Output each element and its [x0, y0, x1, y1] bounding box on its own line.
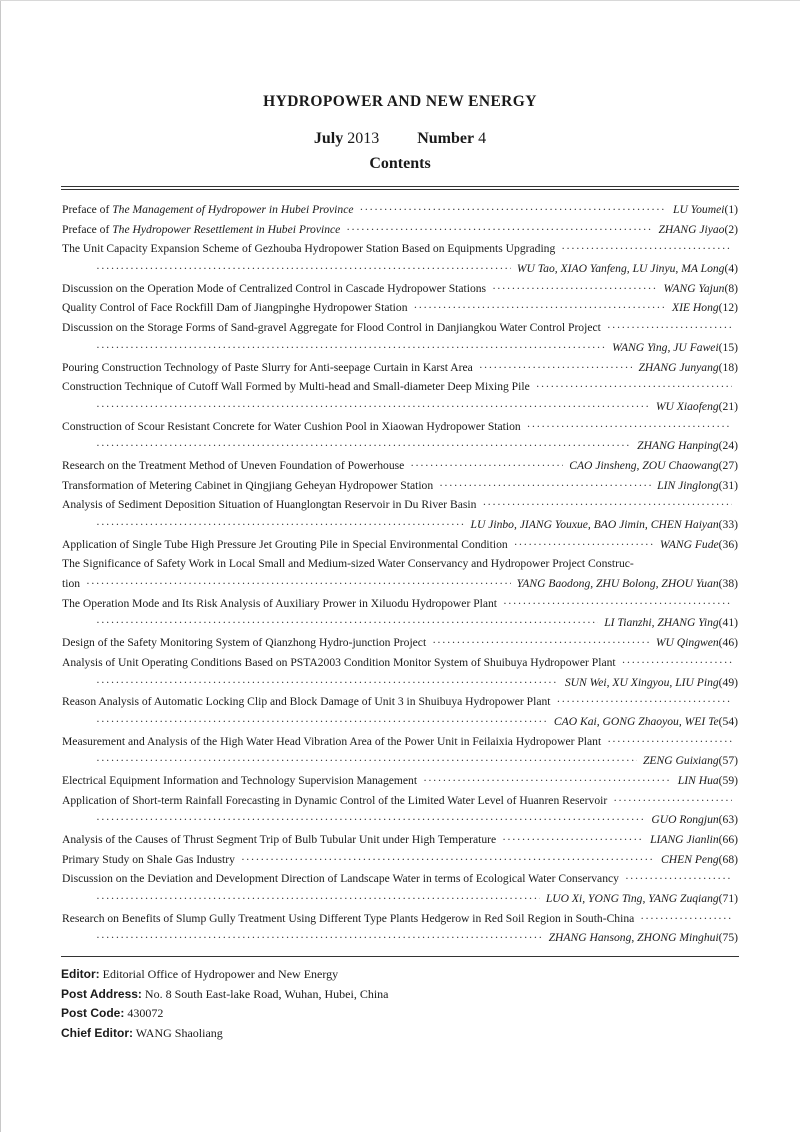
toc-entry-authors: LU Jinbo, JIANG Youxue, BAO Jimin, CHEN Haiyan: [470, 518, 719, 531]
toc-entry-line: [62, 476, 738, 496]
toc-entry-line: [62, 869, 738, 889]
toc-entry-authors: LU Youmei: [673, 203, 725, 216]
leader-dots: [439, 476, 651, 496]
toc-entry-title: Primary Study on Shale Gas Industry: [62, 852, 235, 866]
toc-entry-line: [62, 653, 738, 673]
toc-entry[interactable]: [62, 417, 738, 456]
toc-entry-authors: SUN Wei, XU Xingyou, LIU Ping: [564, 675, 719, 689]
toc-entry-line: [62, 456, 738, 476]
toc-entry-title: Discussion on the Storage Forms of Sand-gravel Aggregate for Flood Control in Danjiangkou Water Control Project: [62, 321, 601, 335]
editor-row: [61, 965, 389, 985]
toc-entry-title: Analysis of the Causes of Thrust Segment Trip of Bulb Tubular Unit under High Temperature: [62, 833, 497, 846]
toc-entry[interactable]: [62, 239, 738, 278]
toc-entry-line: [62, 397, 738, 417]
toc-entry-byline: [517, 574, 738, 594]
toc-entry-page: (54): [718, 714, 738, 728]
leader-dots: [346, 220, 652, 240]
toc-entry-title: Pouring Construction Technology of Paste Slurry for Anti-seepage Curtain in Karst Area: [62, 360, 473, 374]
contents-heading: Contents: [369, 155, 431, 172]
toc-entry-byline: [678, 771, 738, 791]
toc-entry-page: (4): [724, 262, 738, 276]
toc-entry-title: Reason Analysis of Automatic Locking Clip and Block Damage of Unit 3 in Shuibuya Hydropower Plant: [62, 695, 551, 709]
toc-entry-byline: [546, 889, 738, 909]
leader-dots: [96, 712, 548, 732]
toc-entry-page: (75): [718, 931, 738, 945]
toc-entry-authors: WANG Fude: [659, 537, 719, 551]
toc-entry-byline: [569, 456, 738, 476]
leader-dots: [96, 889, 540, 909]
toc-entry-line: [62, 850, 738, 870]
toc-entry-byline: [658, 220, 738, 240]
toc-entry-line: [62, 771, 738, 791]
post-code-row: [61, 1004, 389, 1024]
leader-dots: [423, 771, 672, 791]
toc-entry[interactable]: [62, 456, 738, 476]
toc-entry-title: Application of Single Tube High Pressure Jet Grouting Pile in Special Environmental Condition: [62, 537, 508, 551]
toc-entry-line: [62, 318, 738, 338]
toc-entry-page: (46): [718, 636, 738, 650]
toc-entry-authors: CAO Jinsheng, ZOU Chaowang: [569, 458, 719, 472]
toc-entry-authors: ZENG Guixiang: [642, 754, 719, 768]
toc-entry-page: (41): [718, 616, 738, 630]
toc-entry-line: [62, 673, 738, 693]
toc-entry-line: [62, 751, 738, 771]
toc-entry-line: [62, 810, 738, 830]
leader-dots: [96, 613, 598, 633]
toc-entry-page: (15): [718, 340, 738, 354]
leader-dots: [556, 692, 732, 712]
header-rule: [61, 186, 739, 190]
toc-entry-line: [62, 830, 738, 850]
table-of-contents: [62, 200, 738, 948]
toc-entry-line: [62, 239, 738, 259]
toc-entry-authors: ZHANG Hanping: [637, 439, 719, 453]
toc-entry[interactable]: [62, 791, 738, 830]
leader-dots: [514, 535, 654, 555]
toc-entry-line: [62, 791, 738, 811]
leader-dots: [625, 869, 732, 889]
toc-entry-byline: [643, 751, 738, 771]
toc-entry-title: Analysis of Sediment Deposition Situation of Huanglongtan Reservoir in Du River Basin: [62, 498, 477, 512]
toc-entry[interactable]: [62, 771, 738, 791]
toc-entry-byline: [549, 928, 738, 948]
toc-entry-page: (36): [718, 537, 738, 551]
toc-entry-title: Quality Control of Face Rockfill Dam of Jiangpinghe Hydropower Station: [62, 301, 408, 315]
toc-entry-line: [62, 220, 738, 240]
toc-entry[interactable]: [62, 377, 738, 416]
leader-dots: [96, 338, 606, 358]
toc-entry-byline: [672, 298, 738, 318]
toc-entry-byline: [673, 200, 738, 220]
toc-entry-line: [62, 298, 738, 318]
leader-dots: [613, 791, 732, 811]
leader-dots: [96, 397, 650, 417]
toc-entry-page: (38): [718, 577, 738, 591]
toc-entry-authors: WU Qingwen: [655, 636, 719, 650]
toc-entry-title: Measurement and Analysis of the High Water Head Vibration Area of the Power Unit in Feilaixia Hydropower Plant: [62, 734, 602, 748]
toc-entry[interactable]: [62, 298, 738, 318]
toc-entry-byline: [661, 850, 738, 870]
masthead-footer: [61, 965, 389, 1043]
toc-entry[interactable]: [62, 279, 738, 299]
issue-number-label: Number: [417, 130, 475, 147]
toc-entry[interactable]: [62, 633, 738, 653]
toc-entry[interactable]: [62, 200, 738, 220]
toc-entry-title: Design of the Safety Monitoring System of Qianzhong Hydro-junction Project: [62, 636, 427, 650]
leader-dots: [503, 594, 732, 614]
toc-entry-byline: [656, 397, 738, 417]
leader-dots: [86, 574, 511, 594]
address-value: No. 8 South East-lake Road, Wuhan, Hubei, China: [144, 986, 389, 1001]
toc-entry-page: (18): [718, 360, 738, 374]
toc-entry-authors: CHEN Peng: [661, 852, 719, 866]
toc-entry[interactable]: [62, 830, 738, 850]
toc-entry[interactable]: [62, 732, 738, 771]
toc-entry-line: [62, 495, 738, 515]
issue-month: July: [313, 130, 344, 147]
toc-entry-line: [62, 417, 738, 437]
page-top-edge: [0, 0, 800, 1]
leader-dots: [360, 200, 668, 220]
toc-entry-page: (49): [718, 675, 738, 689]
chief-editor-value: WANG Shaoliang: [135, 1025, 223, 1040]
toc-entry-page: (12): [718, 301, 738, 315]
toc-entry-line: [62, 889, 738, 909]
toc-entry-byline: [604, 613, 738, 633]
toc-entry-line: [62, 200, 738, 220]
toc-entry-title-cont: tion: [62, 577, 81, 591]
leader-dots: [482, 495, 732, 515]
toc-entry-title: Analysis of Unit Operating Conditions Based on PSTA2003 Condition Monitor System of Shuibuya Hydropower Plant: [62, 655, 616, 669]
toc-entry-line: [62, 574, 738, 594]
issue-number: 4: [478, 130, 487, 147]
toc-entry-line: [62, 554, 738, 574]
toc-entry-title: Construction of Scour Resistant Concrete for Water Cushion Pool in Xiaowan Hydropower Station: [62, 419, 521, 433]
toc-entry-line: [62, 633, 738, 653]
toc-entry-page: (27): [718, 458, 738, 472]
leader-dots: [536, 377, 732, 397]
toc-entry-page: (59): [718, 773, 738, 787]
issue-year: 2013: [347, 130, 380, 147]
toc-entry-authors: WANG Ying, JU Fawei: [612, 340, 719, 354]
leader-dots: [96, 810, 645, 830]
toc-entry[interactable]: [62, 535, 738, 555]
toc-entry-authors: XIE Hong: [671, 301, 719, 315]
toc-entry-title: [62, 200, 354, 220]
leader-dots: [607, 318, 732, 338]
toc-entry[interactable]: [62, 594, 738, 633]
toc-entry-line: [62, 712, 738, 732]
toc-entry-title-prefix: Preface of: [62, 203, 110, 216]
toc-entry-title: Construction Technique of Cutoff Wall Formed by Multi-head and Small-diameter Deep Mixing Pile: [62, 380, 530, 394]
address-row: [61, 985, 389, 1005]
chief-editor-row: [61, 1024, 389, 1044]
toc-entry-title: Transformation of Metering Cabinet in Qingjiang Geheyan Hydropower Station: [62, 478, 434, 492]
toc-entry-authors: WU Xiaofeng: [655, 399, 719, 413]
toc-entry-page: (1): [724, 203, 738, 216]
leader-dots: [561, 239, 732, 259]
toc-entry-title: The Significance of Safety Work in Local Small and Medium-sized Water Conservancy and Hydropower Project Construc-: [62, 557, 634, 571]
leader-dots: [607, 732, 732, 752]
toc-entry-page: (31): [718, 478, 738, 492]
toc-entry-byline: [554, 712, 738, 732]
toc-entry-byline: [637, 436, 738, 456]
toc-entry[interactable]: [62, 653, 738, 692]
leader-dots: [432, 633, 650, 653]
post-code-label: Post Code:: [61, 1006, 125, 1020]
toc-entry[interactable]: [62, 318, 738, 357]
footer-rule: [61, 956, 739, 957]
toc-entry-byline: [612, 338, 738, 358]
toc-entry-byline: [664, 279, 738, 299]
toc-entry-title-italic: The Hydropower Resettlement in Hubei Province: [112, 222, 341, 236]
toc-entry-page: (66): [718, 833, 738, 846]
toc-entry-authors: GUO Rongjun: [651, 813, 719, 827]
toc-entry-page: (68): [718, 852, 738, 866]
chief-editor-label: Chief Editor:: [61, 1025, 133, 1040]
toc-entry-page: (2): [724, 222, 738, 236]
toc-entry-line: [62, 909, 738, 929]
toc-entry-line: [62, 436, 738, 456]
toc-entry-line: [62, 377, 738, 397]
toc-entry-title: [62, 220, 340, 240]
toc-entry-title: Discussion on the Operation Mode of Centralized Control in Cascade Hydropower Stations: [62, 281, 487, 295]
toc-entry[interactable]: [62, 358, 738, 378]
toc-entry[interactable]: [62, 476, 738, 496]
toc-entry-authors: WU Tao, XIAO Yanfeng, LU Jinyu, MA Long: [516, 262, 725, 276]
toc-entry-authors: LIANG Jianlin: [650, 833, 719, 846]
toc-entry-title: Electrical Equipment Information and Technology Supervision Management: [62, 773, 418, 787]
leader-dots: [96, 436, 631, 456]
leader-dots: [527, 417, 732, 437]
toc-entry-authors: LIN Hua: [677, 773, 719, 787]
toc-entry-line: [62, 928, 738, 948]
toc-entry-title: The Operation Mode and Its Risk Analysis of Auxiliary Prower in Xiluodu Hydropower Plant: [62, 596, 498, 610]
toc-entry-line: [62, 259, 738, 279]
toc-entry-page: (21): [718, 399, 738, 413]
toc-entry-authors: ZHANG Hansong, ZHONG Minghui: [548, 931, 719, 945]
leader-dots: [414, 298, 666, 318]
leader-dots: [241, 850, 655, 870]
toc-entry-title-prefix: Preface of: [62, 222, 110, 236]
leader-dots: [96, 673, 559, 693]
leader-dots: [96, 515, 465, 535]
toc-entry-byline: [517, 259, 738, 279]
toc-entry-line: [62, 535, 738, 555]
leader-dots: [96, 259, 511, 279]
toc-entry-authors: ZHANG Junyang: [638, 360, 719, 374]
toc-entry-authors: LI Tianzhi, ZHANG Ying: [604, 616, 719, 630]
toc-entry-title: Research on the Treatment Method of Uneven Foundation of Powerhouse: [62, 458, 405, 472]
toc-entry-line: [62, 692, 738, 712]
toc-entry-byline: [651, 810, 738, 830]
toc-entry-page: (24): [718, 439, 738, 453]
toc-entry-authors: ZHANG Jiyao: [658, 222, 725, 236]
leader-dots: [479, 358, 633, 378]
toc-entry-page: (8): [724, 281, 738, 295]
toc-entry-byline: [656, 633, 738, 653]
toc-entry-title: The Unit Capacity Expansion Scheme of Gezhouba Hydropower Station Based on Equipments Upgrading: [62, 242, 556, 256]
leader-dots: [640, 909, 732, 929]
toc-entry-authors: LUO Xi, YONG Ting, YANG Zuqiang: [545, 892, 719, 906]
toc-entry-page: (33): [718, 518, 738, 531]
leader-dots: [492, 279, 657, 299]
toc-entry-page: (57): [718, 754, 738, 768]
toc-entry-line: [62, 613, 738, 633]
toc-entry[interactable]: [62, 909, 738, 948]
toc-entry-line: [62, 515, 738, 535]
editor-value: Editorial Office of Hydropower and New Energy: [102, 967, 339, 981]
toc-entry-page: (71): [718, 892, 738, 906]
toc-entry[interactable]: [62, 869, 738, 908]
toc-entry-byline: [650, 830, 738, 850]
toc-entry-title: Research on Benefits of Slump Gully Treatment Using Different Type Plants Hedgerow in Red Soil Region in South-China: [62, 911, 635, 925]
issue-line: [0, 130, 800, 148]
toc-entry-byline: [657, 476, 738, 496]
leader-dots: [622, 653, 732, 673]
journal-title: HYDROPOWER AND NEW ENERGY: [263, 93, 537, 110]
toc-entry-title-italic: The Management of Hydropower in Hubei Province: [112, 203, 354, 216]
address-label: Post Address:: [61, 986, 142, 1001]
toc-entry-line: [62, 594, 738, 614]
toc-entry-authors: WANG Yajun: [663, 281, 725, 295]
toc-entry-byline: [660, 535, 738, 555]
post-code-value: 430072: [127, 1006, 164, 1020]
toc-entry-authors: YANG Baodong, ZHU Bolong, ZHOU Yuan: [516, 577, 719, 591]
toc-entry-line: [62, 279, 738, 299]
toc-entry-byline: [471, 515, 739, 535]
toc-entry-byline: [565, 673, 738, 693]
toc-entry[interactable]: [62, 850, 738, 870]
toc-entry[interactable]: [62, 220, 738, 240]
leader-dots: [502, 830, 644, 850]
toc-entry-page: (63): [718, 813, 738, 827]
leader-dots: [96, 751, 637, 771]
toc-entry-line: [62, 732, 738, 752]
toc-entry-title: Application of Short-term Rainfall Forecasting in Dynamic Control of the Limited Water Level of Huanren Reservoir: [62, 793, 608, 807]
leader-dots: [96, 928, 543, 948]
toc-entry-title: Discussion on the Deviation and Development Direction of Landscape Water in terms of Ecological Water Conservancy: [62, 872, 619, 886]
toc-entry[interactable]: [62, 554, 738, 593]
editor-label: Editor:: [61, 967, 100, 981]
toc-entry-line: [62, 338, 738, 358]
toc-entry-byline: [638, 358, 738, 378]
toc-entry-authors: LIN Jinglong: [657, 478, 719, 492]
toc-entry-line: [62, 358, 738, 378]
toc-entry[interactable]: [62, 692, 738, 731]
leader-dots: [410, 456, 563, 476]
toc-entry[interactable]: [62, 495, 738, 534]
toc-entry-authors: CAO Kai, GONG Zhaoyou, WEI Te: [553, 714, 719, 728]
